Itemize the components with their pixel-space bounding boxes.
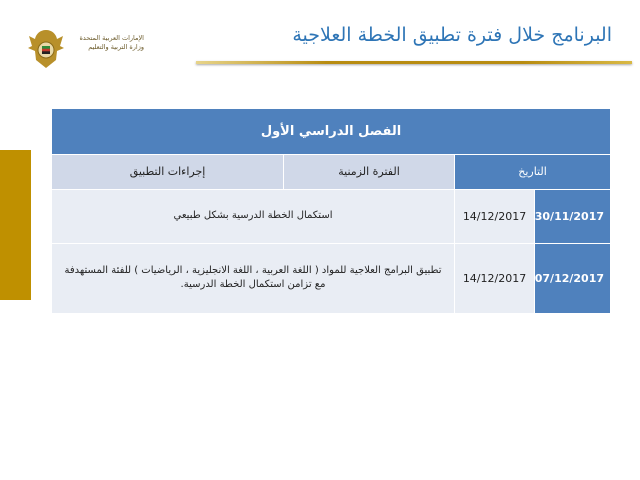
logo-line-country: الإمارات العربية المتحدة — [79, 34, 144, 42]
row-description: تطبيق البرامج العلاجية للمواد ( اللغة العربية ، اللغة الانجليزية ، الرياضيات ) للفئة المستهدفة مع تزامن استكمال الخطة الدرسية. — [52, 243, 455, 313]
side-accent-bar — [0, 150, 31, 300]
title-underline — [196, 61, 632, 64]
row-start-date: 30/11/2017 — [535, 189, 611, 243]
row-end-date: 14/12/2017 — [455, 189, 535, 243]
uae-ministry-logo — [26, 26, 146, 72]
table-row — [52, 243, 611, 313]
row-end-date: 14/12/2017 — [455, 243, 535, 313]
slide-title: البرنامج خلال فترة تطبيق الخطة العلاجية — [292, 24, 612, 46]
column-header-procedures: إجراءات التطبيق — [52, 154, 284, 189]
schedule-table — [51, 108, 611, 314]
semester-header: الفصل الدراسي الأول — [52, 109, 611, 155]
table-row — [52, 189, 611, 243]
column-header-date: التاريخ — [455, 154, 611, 189]
row-start-date: 07/12/2017 — [535, 243, 611, 313]
logo-line-ministry: وزارة التربية والتعليم — [88, 43, 144, 51]
logo-caption — [70, 34, 144, 52]
falcon-emblem-icon — [26, 26, 66, 72]
row-description: استكمال الخطة الدرسية بشكل طبيعي — [52, 189, 455, 243]
column-header-period: الفترة الزمنية — [284, 154, 455, 189]
